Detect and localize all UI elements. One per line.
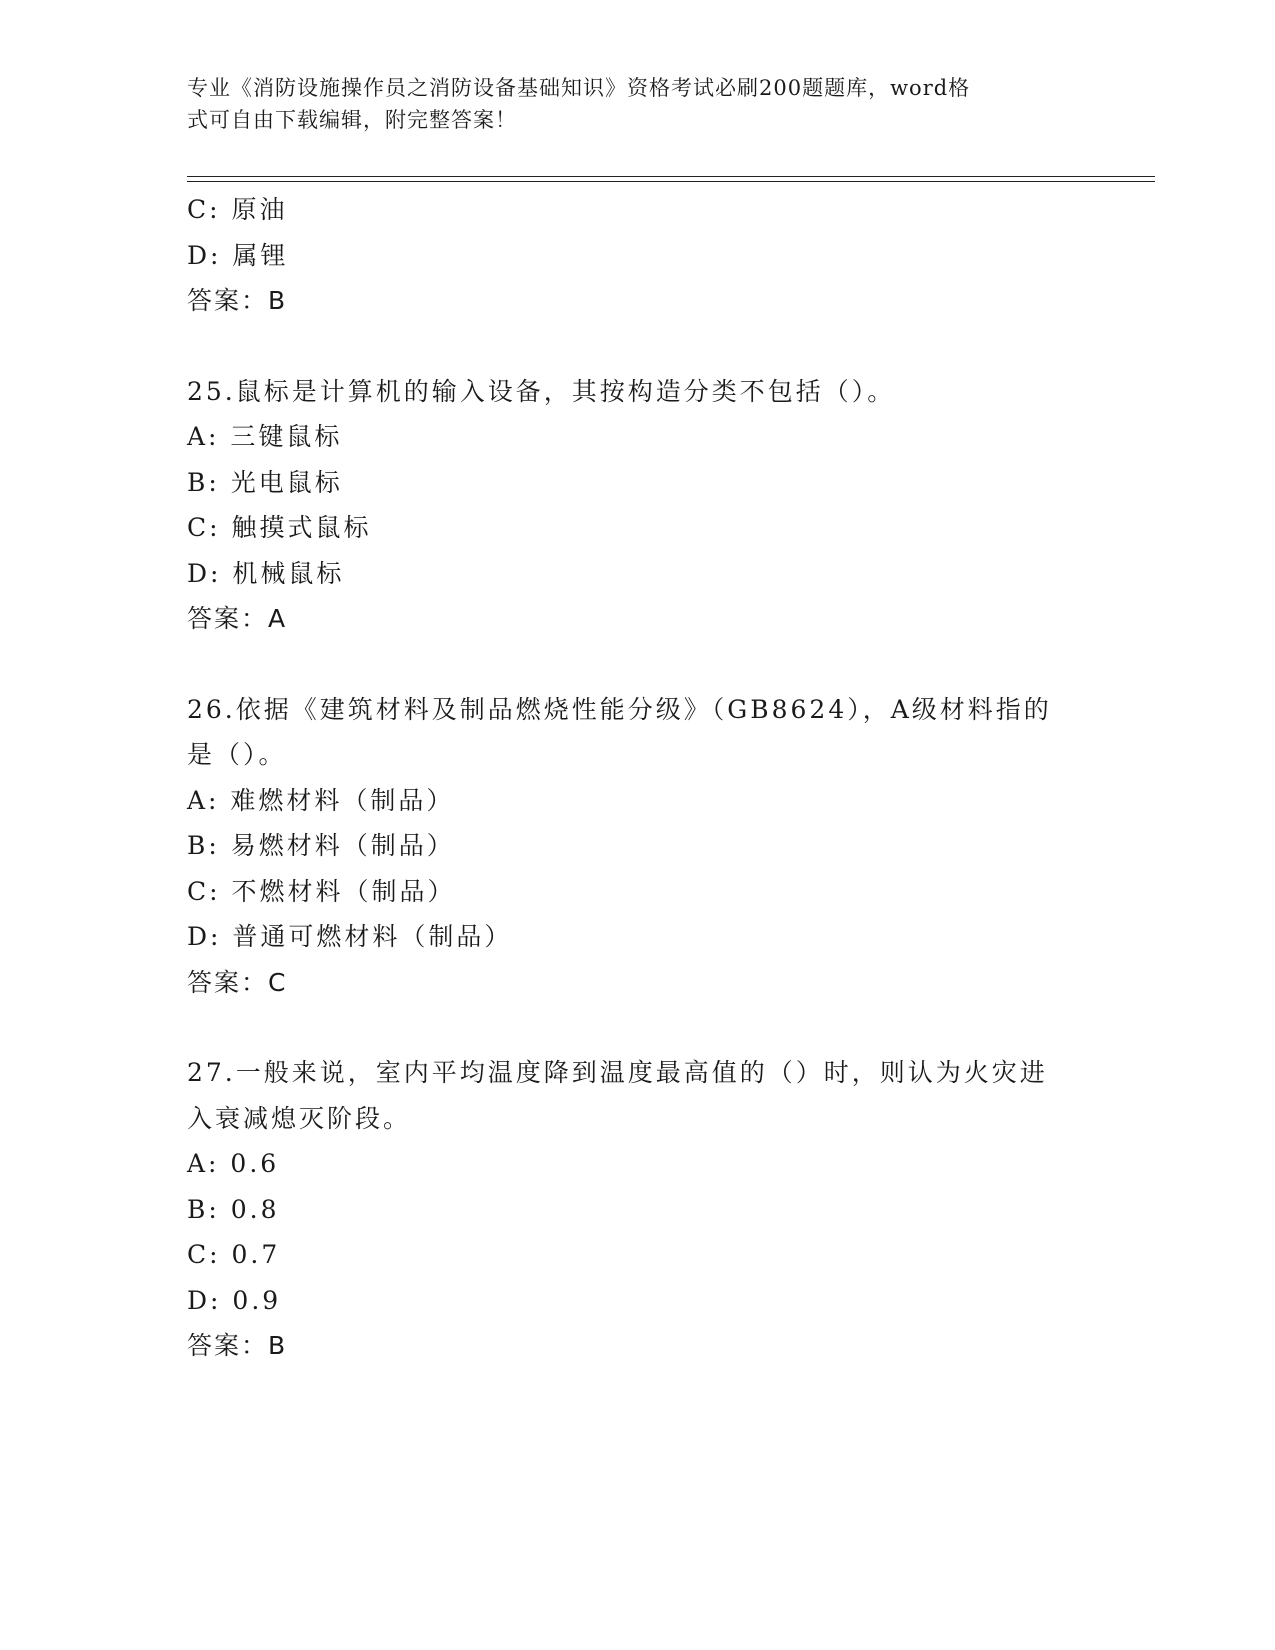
- option-c: C: 触摸式鼠标: [187, 513, 372, 542]
- option-d: D: 机械鼠标: [187, 558, 345, 588]
- header-line-1: 专业《消防设施操作员之消防设备基础知识》资格考试必刷200题题库，word格: [187, 76, 971, 100]
- question-stem-line-1: 26.依据《建筑材料及制品燃烧性能分级》（GB8624），A级材料指的: [187, 694, 1052, 724]
- question-26: [187, 687, 1087, 1006]
- answer-line: 答案：A: [187, 604, 288, 633]
- option-b: B: 光电鼠标: [187, 467, 343, 497]
- option-b: B: 易燃材料（制品）: [187, 831, 455, 860]
- question-stem: 25.鼠标是计算机的输入设备，其按构造分类不包括（）。: [187, 376, 896, 406]
- document-header: [187, 72, 1067, 136]
- option-b: B: 0.8: [187, 1194, 280, 1224]
- question-content: [187, 187, 1087, 1369]
- option-c: C: 0.7: [187, 1240, 281, 1269]
- option-c: C: 原油: [187, 195, 288, 224]
- option-a: A: 难燃材料（制品）: [187, 785, 455, 815]
- previous-question-tail: [187, 187, 1087, 324]
- header-rule-top: [187, 176, 1155, 177]
- option-d: D: 0.9: [187, 1285, 282, 1315]
- question-stem-line-2: 是（）。: [187, 740, 287, 769]
- option-d: D: 普通可燃材料（制品）: [187, 922, 513, 951]
- option-a: A: 三键鼠标: [187, 422, 343, 451]
- question-27: [187, 1050, 1087, 1369]
- question-stem-line-1: 27.一般来说，室内平均温度降到温度最高值的（）时，则认为火灾进: [187, 1058, 1048, 1087]
- answer-line: 答案：C: [187, 967, 288, 997]
- option-d: D: 属锂: [187, 240, 289, 270]
- header-rule-bottom: [187, 181, 1155, 182]
- answer-line: 答案：B: [187, 286, 288, 315]
- question-stem-line-2: 入衰减熄灭阶段。: [187, 1103, 412, 1133]
- question-25: [187, 369, 1087, 642]
- answer-line: 答案：B: [187, 1331, 288, 1360]
- header-line-2: 式可自由下载编辑，附完整答案！: [187, 108, 517, 132]
- option-c: C: 不燃材料（制品）: [187, 876, 456, 906]
- option-a: A: 0.6: [187, 1149, 280, 1178]
